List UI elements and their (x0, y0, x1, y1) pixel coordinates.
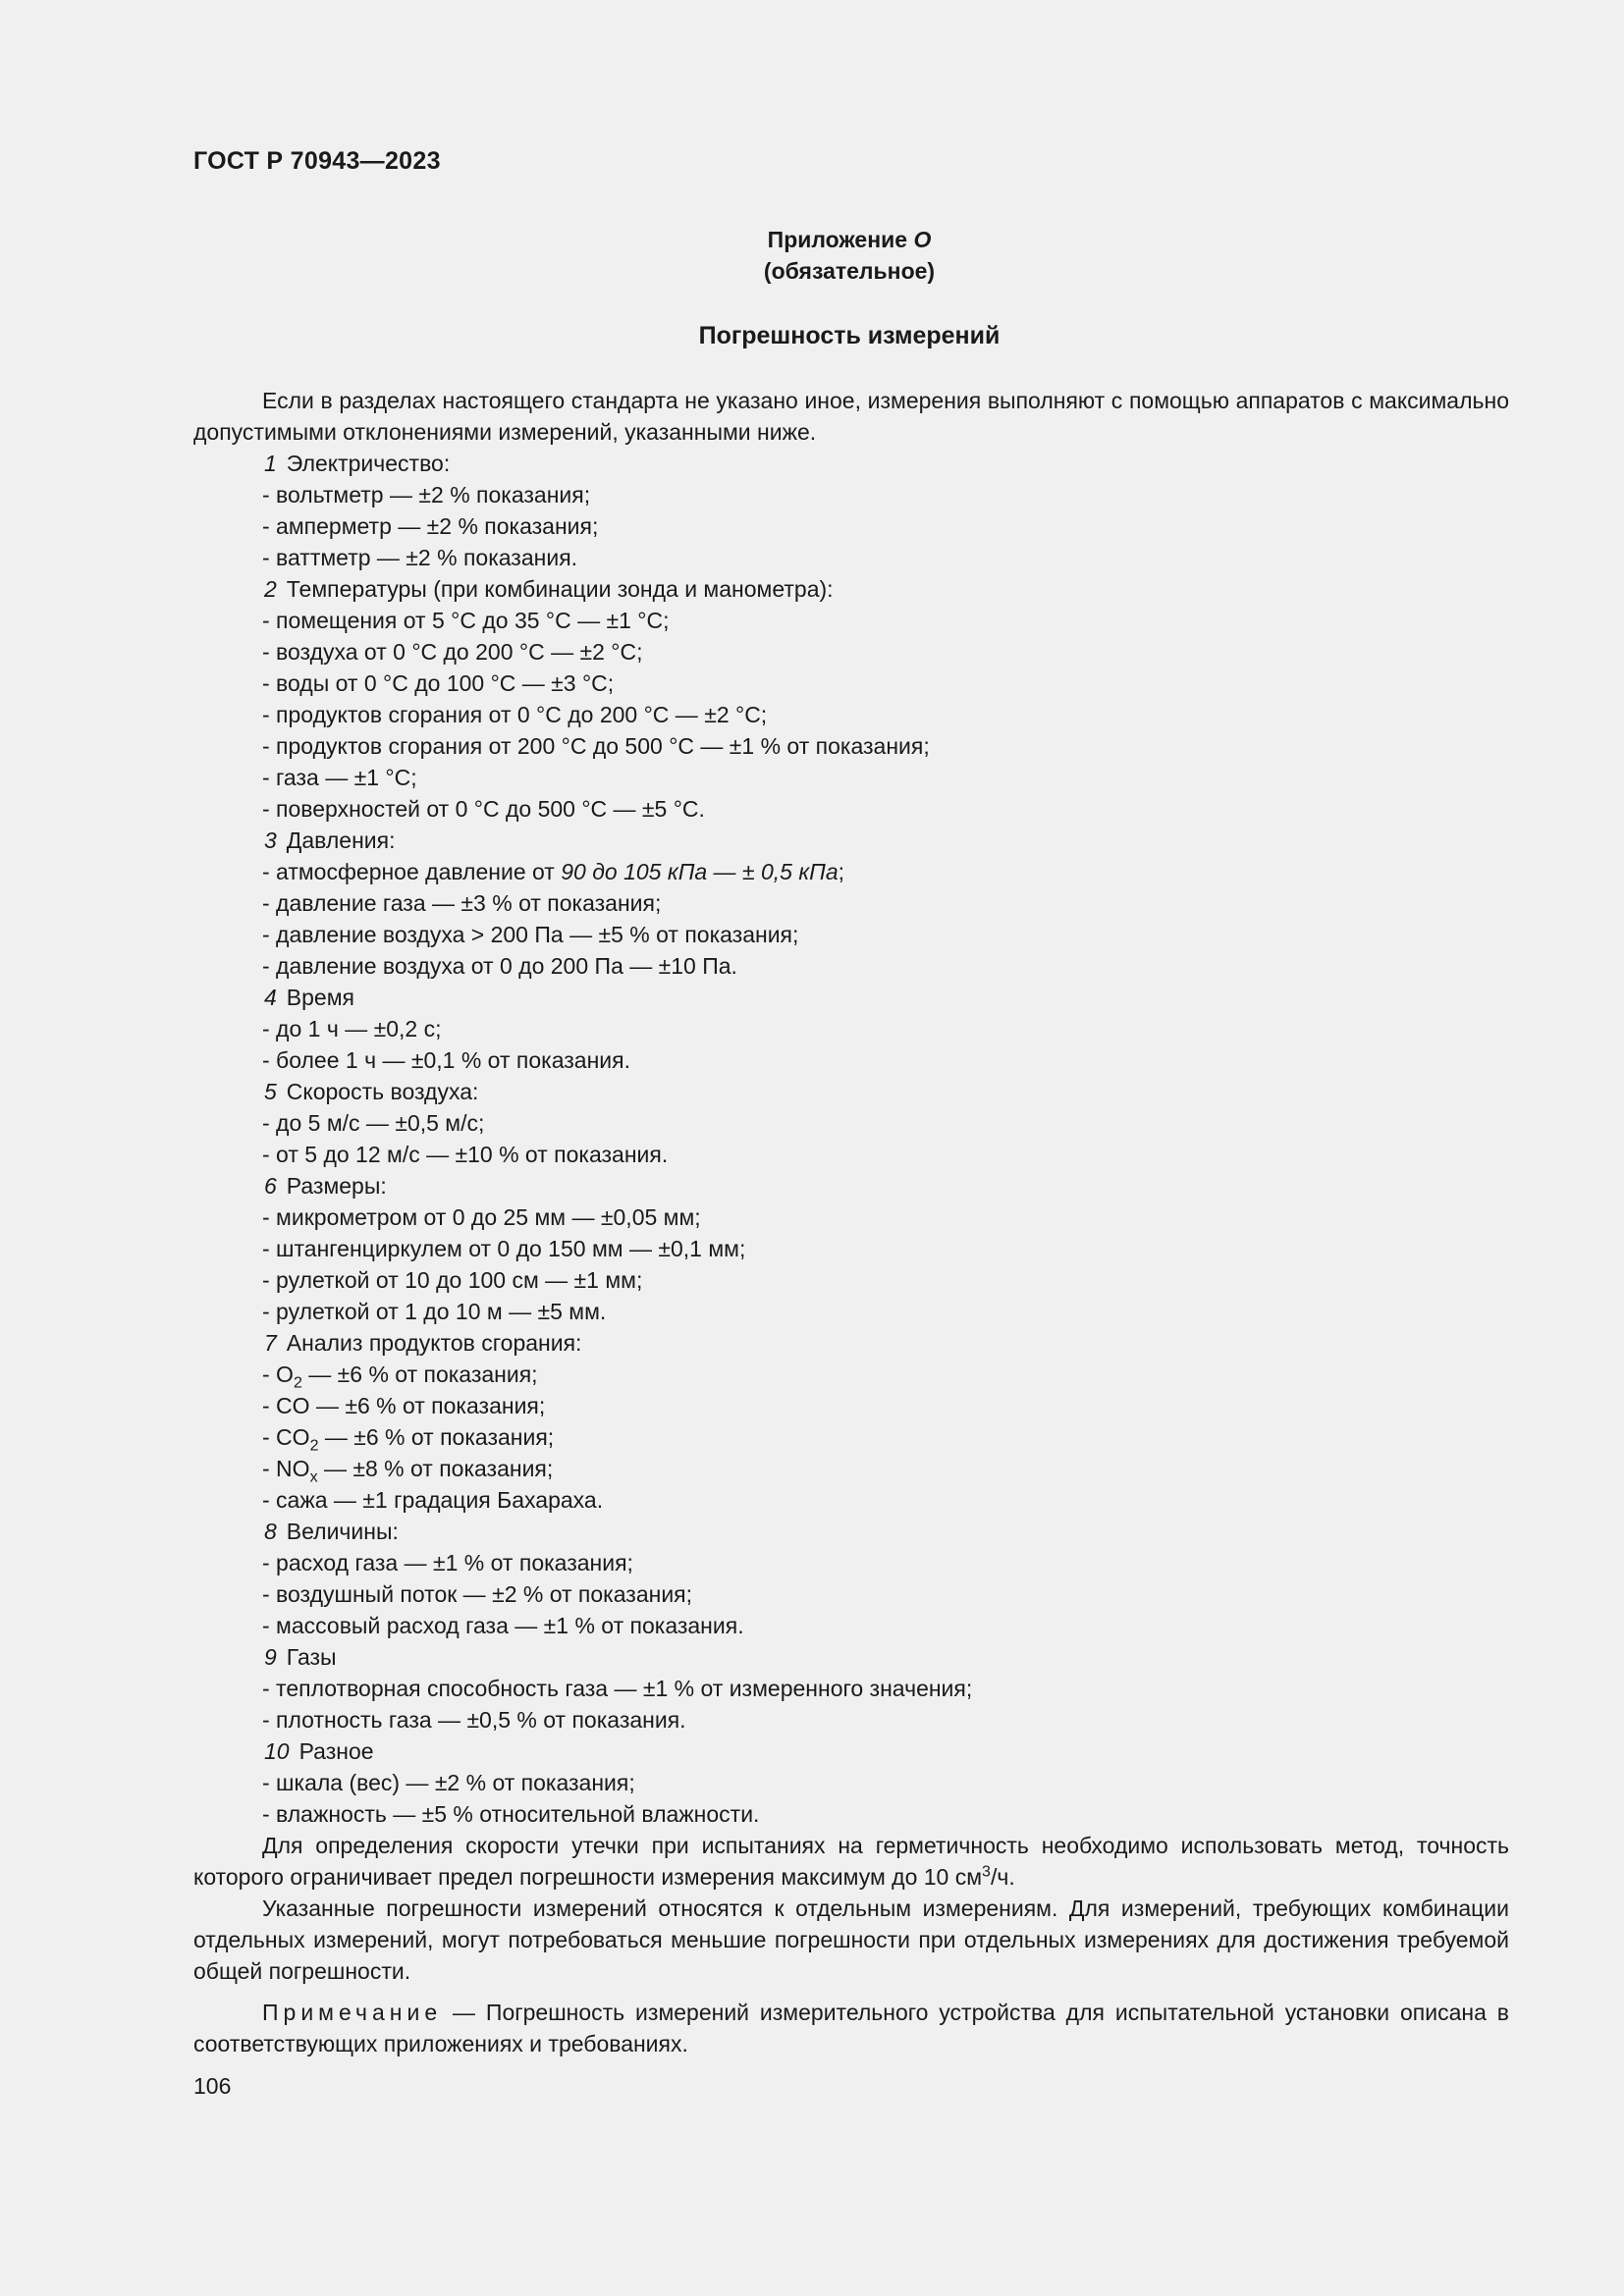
group-heading: 6 Размеры: (264, 1173, 387, 1199)
list-item: - воды от 0 °C до 100 °C — ±3 °C; (262, 670, 615, 696)
list-item: - от 5 до 12 м/с — ±10 % от показания. (262, 1142, 669, 1167)
group-heading: 4 Время (264, 985, 354, 1010)
appendix-letter: О (913, 227, 932, 252)
group-heading: 5 Скорость воздуха: (264, 1079, 479, 1104)
list-item: - шкала (вес) — ±2 % от показания; (262, 1770, 635, 1795)
document-code: ГОСТ Р 70943—2023 (193, 147, 441, 175)
list-item: - атмосферное давление от 90 до 105 кПа — ± 0,5 кПа; (262, 859, 845, 884)
document-body (193, 385, 1509, 2059)
combination-paragraph: Указанные погрешности измерений относятся к отдельным измерениям. Для измерений, требующих комбинации отдельных измерений, могут потребоваться меньшие погрешности при отдельных измерениях для достижения требуемой общей погрешности. (193, 1896, 1509, 1984)
list-item: - до 1 ч — ±0,2 с; (262, 1016, 442, 1041)
group-heading: 1 Электричество: (264, 451, 451, 476)
list-item: - CO — ±6 % от показания; (262, 1393, 546, 1418)
list-item: - ваттметр — ±2 % показания. (262, 545, 578, 570)
leak-paragraph: Для определения скорости утечки при испытаниях на герметичность необходимо использовать метод, точность которого ограничивает предел погрешности измерения максимум до 10 $см^3/ч$. (193, 1833, 1509, 1890)
intro-paragraph: Если в разделах настоящего стандарта не указано иное, измерения выполняют с помощью аппаратов с максимально допустимыми отклонениями измерений, указанными ниже. (193, 388, 1509, 445)
section-title: Погрешность измерений (698, 322, 1001, 349)
note-paragraph (193, 1997, 1509, 2059)
group-heading: 10 Разное (264, 1738, 374, 1764)
list-item: - амперметр — ±2 % показания; (262, 513, 599, 539)
group-heading: 2 Температуры (при комбинации зонда и манометра): (264, 576, 834, 602)
list-item: - поверхностей от 0 °C до 500 °C — ±5 °C. (262, 796, 705, 822)
appendix-label: Приложение (767, 227, 908, 252)
list-item: - рулеткой от 1 до 10 м — ±5 мм. (262, 1299, 607, 1324)
group-heading: 9 Газы (264, 1644, 337, 1670)
page-number: 106 (193, 2073, 232, 2099)
group-heading: 7 Анализ продуктов сгорания: (264, 1330, 582, 1356)
list-item: - штангенциркулем от 0 до 150 мм — ±0,1 мм; (262, 1236, 746, 1261)
list-item: - $NO_x$ — ±8 % от показания; (262, 1456, 554, 1486)
list-item: - давление воздуха от 0 до 200 Па — ±10 Па. (262, 953, 737, 979)
list-item: - $CO_2$ — ±6 % от показания; (262, 1424, 555, 1455)
note-text: — Погрешность измерений измерительного устройства для испытательной установки описана в соответствующих приложениях и требованиях. (193, 2000, 1509, 2056)
list-item: - массовый расход газа — ±1 % от показания. (262, 1613, 744, 1638)
list-item: - продуктов сгорания от 200 °C до 500 °C — ±1 % от показания; (262, 733, 930, 759)
list-item: - $O_2$ — ±6 % от показания; (262, 1362, 538, 1392)
group-heading: 3 Давления: (264, 828, 396, 853)
group-heading: 8 Величины: (264, 1519, 399, 1544)
list-item: - газа — ±1 °C; (262, 765, 417, 790)
list-item: - влажность — ±5 % относительной влажности. (262, 1801, 760, 1827)
list-item: - давление газа — ±3 % от показания; (262, 890, 662, 916)
list-item: - сажа — ±1 градация Бахараха. (262, 1487, 604, 1513)
list-item: - до 5 м/с — ±0,5 м/с; (262, 1110, 485, 1136)
note-label: Примечание (262, 2000, 443, 2025)
list-item: - вольтметр — ±2 % показания; (262, 482, 591, 507)
list-item: - более 1 ч — ±0,1 % от показания. (262, 1047, 630, 1073)
appendix-status: (обязательное) (763, 258, 936, 284)
appendix-heading (648, 224, 1051, 287)
appendix-title (648, 224, 1051, 255)
list-item: - теплотворная способность газа — ±1 % от измеренного значения; (262, 1676, 973, 1701)
list-item: - воздушный поток — ±2 % от показания; (262, 1581, 693, 1607)
list-item: - микрометром от 0 до 25 мм — ±0,05 мм; (262, 1204, 701, 1230)
list-item: - рулеткой от 10 до 100 см — ±1 мм; (262, 1267, 643, 1293)
list-item: - воздуха от 0 °C до 200 °C — ±2 °C; (262, 639, 643, 665)
list-item: - плотность газа — ±0,5 % от показания. (262, 1707, 686, 1733)
list-item: - продуктов сгорания от 0 °C до 200 °C — ±2 °C; (262, 702, 768, 727)
list-item: - помещения от 5 °C до 35 °C — ±1 °C; (262, 608, 670, 633)
list-item: - давление воздуха > 200 Па — ±5 % от показания; (262, 922, 799, 947)
list-item: - расход газа — ±1 % от показания; (262, 1550, 633, 1575)
